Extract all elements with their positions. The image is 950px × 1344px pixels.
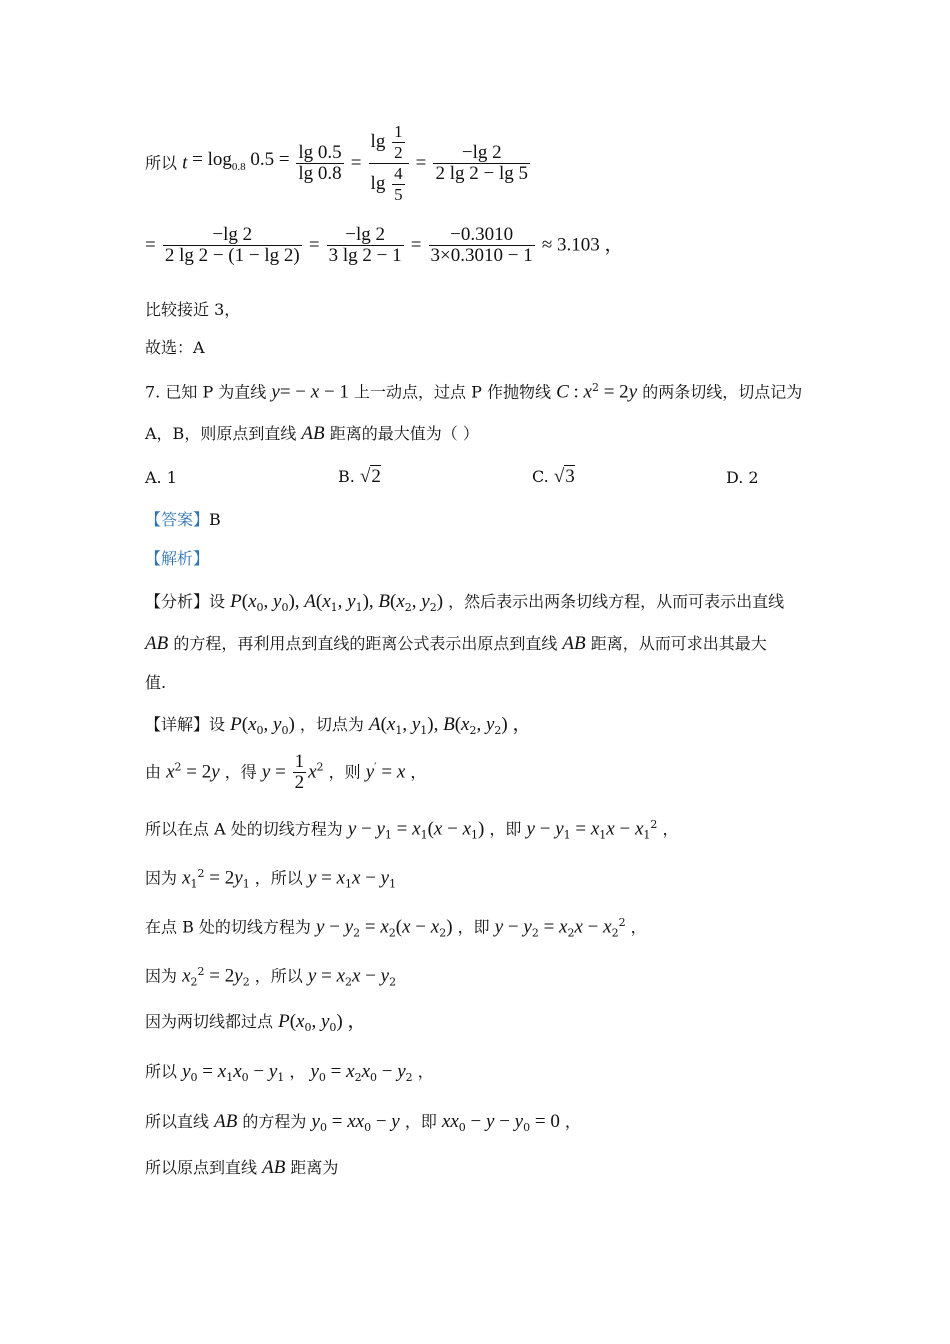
xj3-text-a: 所以在点 A 处的切线方程为 — [145, 819, 343, 839]
detail-line-7: 因为两切线都过点 $P(x_0$, $y_0$) ， — [145, 1011, 367, 1035]
detail-line-1: 【详解】设 $P(x_0$, $y_0$) ，切点为 $A(x_1$, $y_1$), $B(x_2$, $y_2$) ， — [145, 714, 532, 738]
xj6-text-a: 因为 — [145, 966, 178, 986]
fraction-step-c: $\frac{-0.3010}{3\times 0.3010 - 1}$ — [430, 224, 533, 266]
xj5-text-b: ，即 — [457, 917, 490, 937]
answer-tag: 【答案】 — [145, 510, 210, 529]
xj5-text-a: 在点 B 处的切线方程为 — [145, 917, 311, 937]
xj1-text-b: ，切点为 — [299, 715, 364, 734]
analysis-tag: 【解析】 — [145, 549, 210, 568]
answer-value: B — [209, 510, 221, 529]
detail-line-5: 在点 B 处的切线方程为 $y - y_2 = x_2(x - x_2)$ ，即 $y - y_2 = x_2x - x_2^2$ ， — [145, 916, 647, 940]
analysis-line-3: 值. — [145, 673, 167, 692]
detail-line-4: 因为 $x_1^2 = 2y_1$ ，所以 $y = x_1x - y_1$ — [145, 867, 397, 891]
detail-line-3: 所以在点 A 处的切线方程为 $y - y_1 = x_1(x - x_1)$ ，即 $y - y_1 = x_1x - x_1^2$ ， — [145, 818, 679, 842]
xj3-text-b: ，即 — [489, 819, 522, 839]
q7-text-b: 上一动点，过点 P 作抛物线 — [354, 382, 551, 402]
detail-line-2: 由 $x^2 = 2y$ ，得 y = $\frac{1}{2}$ $x^2$ ，则 y′ = x ， — [145, 751, 427, 793]
option-d: D. 2 — [726, 468, 759, 487]
fenxi-text-1: 设 — [209, 592, 226, 611]
detail-line-9: 所以直线 AB 的方程为 $y_0 = xx_0 - y$ ，即 $xx_0 - y - y_0 = 0$ ， — [145, 1111, 581, 1135]
option-b: B. √2 — [338, 466, 381, 487]
option-a: A. 1 — [145, 468, 177, 487]
option-c-label: C. — [532, 467, 549, 486]
xj9-text-b: 的方程为 — [242, 1112, 307, 1131]
q7-text-c: 的两条切线，切点记为 — [642, 382, 803, 402]
xj9-text-c: ，即 — [404, 1112, 437, 1131]
fenxi-text-2: ，然后表示出两条切线方程，从而可表示出直线 — [448, 592, 785, 611]
formula-line-2: = $\frac{-\lg 2}{2 \lg 2 - (1 - \lg 2)}$ = $\frac{-\lg 2}{3 \lg 2 - 1}$ = $\frac{-0.3010}{3\times 0.3010 - 1}$ ≈ 3.103 ， — [145, 224, 624, 266]
answer-line — [145, 510, 221, 530]
detail-line-10: 所以原点到直线 AB 距离为 — [145, 1157, 339, 1178]
detail-line-8: 所以 $y_0 = x_1x_0 - y_1$ ， $y_0 = x_2x_0 - y_2$ ， — [145, 1061, 434, 1085]
fraction-half: $\frac{1}{2}$ — [294, 751, 305, 793]
fraction-lg05-lg08: $\frac{\lg 0.5}{\lg 0.8}$ — [298, 142, 342, 184]
text-prefix: 所以 — [145, 153, 178, 173]
option-b-label: B. — [338, 467, 355, 486]
xj6-text-b: ，所以 — [254, 966, 303, 986]
xj10-text-a: 所以原点到直线 — [145, 1158, 258, 1177]
xj4-text-b: ，所以 — [254, 868, 303, 888]
fenxi-text-3: 的方程，再利用点到直线的距离公式表示出原点到直线 — [173, 634, 558, 653]
question-7-line-2: A，B，则原点到直线 AB 距离的最大值为（ ） — [145, 423, 479, 444]
xj10-text-b: 距离为 — [290, 1158, 339, 1177]
q7-text-e: 距离的最大值为（ ） — [329, 424, 479, 443]
text-close-to-3: 比较接近 3， — [145, 300, 241, 319]
q7-text-a: 7. 已知 P 为直线 — [145, 382, 267, 402]
xj2-text-b: ，得 — [224, 762, 257, 782]
fraction-lg-half: lg $\frac{1}{2}$ lg $\frac{4}{5}$ — [369, 122, 409, 205]
fraction-step-a: $\frac{-\lg 2}{2 \lg 2 - (1 - \lg 2)}$ — [164, 224, 300, 266]
fenxi-text-4: 距离，从而可求出其最大 — [590, 634, 767, 653]
xiangjie-tag: 【详解】 — [145, 715, 210, 734]
xj2-text-c: ，则 — [328, 762, 361, 782]
fenxi-tag: 【分析】 — [145, 592, 210, 611]
xj9-text-a: 所以直线 — [145, 1112, 210, 1131]
analysis-line-1: 【分析】设 $P(x_0$, $y_0$), $A(x_1$, $y_1$), $B(x_2$, $y_2$) ，然后表示出两条切线方程，从而可表示出直线 — [145, 591, 785, 615]
analysis-line-2: AB 的方程，再利用点到直线的距离公式表示出原点到直线 AB 距离，从而可求出其最大 — [145, 633, 767, 654]
xj4-text-a: 因为 — [145, 868, 178, 888]
question-7-line-1: 7. 已知 P 为直线 y= − x − 1 上一动点，过点 P 作抛物线 C : $x^2 = 2y$ 的两条切线，切点记为 — [145, 381, 803, 403]
q7-text-d: A，B，则原点到直线 — [145, 424, 297, 443]
detail-line-6: 因为 $x_2^2 = 2y_2$ ，所以 $y = x_2x - y_2$ — [145, 965, 397, 989]
text-choose-a: 故选：A — [145, 338, 205, 357]
xj7-text-a: 因为两切线都过点 — [145, 1012, 274, 1031]
option-c: C. √3 — [532, 466, 575, 487]
fraction-step-b: $\frac{-\lg 2}{3 \lg 2 - 1}$ — [328, 224, 402, 266]
fraction-neg-lg2: $\frac{-\lg 2}{2 \lg 2 - \lg 5}$ — [435, 142, 529, 184]
xj2-text-a: 由 — [145, 762, 162, 782]
formula-line-1: 所以 $t = \log_{0.8} 0.5$ = $\frac{\lg 0.5}{\lg 0.8}$ = lg $\frac{1}{2}$ lg $\frac{4}{5}$ = $\frac{-\lg 2}{2 \lg 2 - \lg 5}$ — [145, 122, 529, 204]
xj8-text-a: 所以 — [145, 1062, 178, 1081]
xj1-text-a: 设 — [209, 715, 226, 734]
